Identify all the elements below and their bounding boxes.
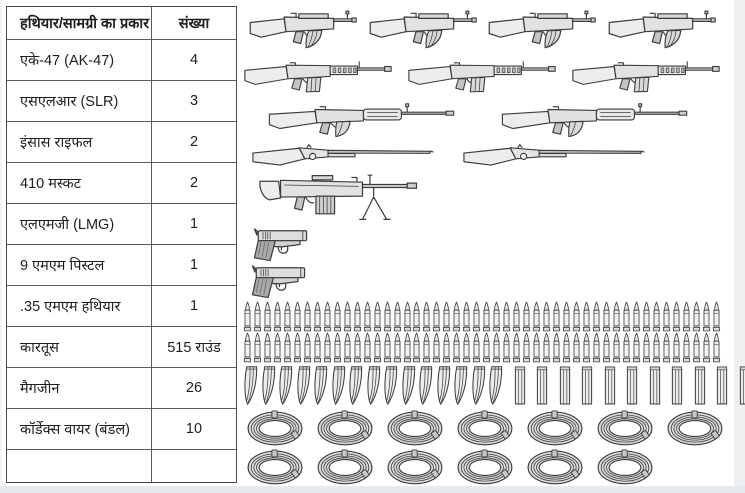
count-cell: 3 [189, 93, 199, 109]
bullet-icon [373, 332, 382, 363]
curved-mag-icon [471, 364, 486, 407]
bullet-icon [622, 332, 631, 363]
coil-icon [313, 410, 377, 447]
bullet-icon [363, 332, 372, 363]
table-row [7, 122, 236, 163]
bullet-icon [263, 332, 272, 363]
bullet-icon [263, 301, 272, 332]
coil-icon [593, 449, 657, 486]
bullet-icon [383, 301, 392, 332]
bullet-icon [652, 332, 661, 363]
pistol-35-row [243, 263, 721, 299]
weapon-type-cell: 9 एमएम पिस्टल [7, 245, 152, 285]
count-cell: 1 [189, 257, 199, 273]
bullet-icon [542, 301, 551, 332]
count-cell: 10 [185, 421, 203, 437]
straight-mag-icon [739, 365, 745, 406]
weapon-type-cell: मैगजीन [7, 368, 152, 408]
coil-icon [593, 410, 657, 447]
coil-icon [383, 410, 447, 447]
count-cell: 4 [189, 52, 199, 68]
coil-icon [313, 449, 377, 486]
slr-icon [407, 55, 557, 95]
weapon-type-cell: एसएलआर (SLR) [7, 81, 152, 121]
bullet-icon [602, 301, 611, 332]
curved-mag-icon [278, 364, 293, 407]
bullet-icon [672, 332, 681, 363]
curved-mag-icon [348, 364, 363, 407]
count-cell: 2 [189, 175, 199, 191]
insas-row [243, 98, 721, 139]
weapon-type-cell: कारतूस [7, 327, 152, 367]
ak47-row [243, 4, 721, 52]
bullet-icon [462, 301, 471, 332]
pistol-9mm-row [243, 225, 721, 263]
filler-count-cell [152, 450, 236, 482]
insas-icon [494, 100, 697, 138]
pictogram-panel [243, 4, 721, 486]
bullet-icon [692, 332, 701, 363]
coil-icon [453, 410, 517, 447]
weapons-table [6, 6, 237, 483]
weapon-type-cell: कॉर्डेक्स वायर (बंडल) [7, 409, 152, 449]
bullet-icon [253, 301, 262, 332]
bullet-icon [672, 301, 681, 332]
coils-row-2 [243, 449, 721, 485]
slr-icon [243, 55, 393, 95]
bullet-icon [602, 332, 611, 363]
bullet-icon [373, 301, 382, 332]
bullet-icon [682, 301, 691, 332]
musket-icon [251, 141, 434, 169]
lmg-icon [253, 171, 445, 225]
straight-mag-icon [694, 365, 706, 406]
musket-row [243, 139, 721, 171]
curved-mag-icon [418, 364, 433, 407]
bullet-icon [662, 332, 671, 363]
bullet-icon [552, 332, 561, 363]
bullet-icon [462, 332, 471, 363]
bullet-icon [652, 301, 661, 332]
bullets-row-1 [243, 299, 721, 332]
bullet-icon [323, 301, 332, 332]
bullet-icon [702, 332, 711, 363]
bullet-icon [542, 332, 551, 363]
bullet-icon [283, 332, 292, 363]
bullet-icon [293, 332, 302, 363]
straight-mag-icon [649, 365, 661, 406]
bullet-icon [682, 332, 691, 363]
pistol-icon [251, 226, 311, 262]
bullet-icon [562, 332, 571, 363]
bullet-icon [532, 301, 541, 332]
bullet-icon [363, 301, 372, 332]
bullet-icon [632, 301, 641, 332]
bullet-icon [592, 301, 601, 332]
bullet-icon [522, 301, 531, 332]
bullet-icon [492, 332, 501, 363]
bullet-icon [422, 332, 431, 363]
bullet-icon [313, 301, 322, 332]
bullet-icon [442, 301, 451, 332]
bullet-icon [403, 332, 412, 363]
bullet-icon [403, 301, 412, 332]
curved-mag-icon [401, 364, 416, 407]
bullet-icon [582, 301, 591, 332]
bullet-icon [422, 301, 431, 332]
ak47-icon [365, 6, 480, 50]
bullet-icon [712, 332, 721, 363]
bullet-icon [323, 332, 332, 363]
ak47-icon [604, 6, 719, 50]
bullet-icon [552, 301, 561, 332]
bullet-icon [582, 332, 591, 363]
bullet-icon [562, 301, 571, 332]
bullet-icon [622, 301, 631, 332]
curved-mag-icon [436, 364, 451, 407]
table-row [7, 40, 236, 81]
bullet-icon [412, 332, 421, 363]
table-row [7, 163, 236, 204]
straight-mag-icon [536, 365, 548, 406]
straight-mag-icon [671, 365, 683, 406]
bullet-icon [452, 301, 461, 332]
bullet-icon [333, 332, 342, 363]
bullet-icon [642, 301, 651, 332]
bullet-icon [502, 332, 511, 363]
weapon-type-cell: इंसास राइफल [7, 122, 152, 162]
weapon-type-cell: एके-47 (AK-47) [7, 40, 152, 80]
table-row [7, 81, 236, 122]
bullet-icon [712, 301, 721, 332]
bullet-icon [612, 301, 621, 332]
bullet-icon [243, 301, 252, 332]
bullet-icon [632, 332, 641, 363]
bullet-icon [303, 332, 312, 363]
left-edge-strip [0, 0, 2, 493]
coil-icon [523, 449, 587, 486]
bullet-icon [273, 332, 282, 363]
coils-row-1 [243, 408, 721, 449]
slr-row [243, 52, 721, 98]
curved-mag-icon [383, 364, 398, 407]
bullet-icon [482, 301, 491, 332]
straight-mag-icon [514, 365, 526, 406]
bullet-icon [512, 301, 521, 332]
count-cell: 515 राउंड [167, 340, 221, 356]
bullet-icon [572, 332, 581, 363]
bullet-icon [612, 332, 621, 363]
count-cell: 1 [189, 216, 199, 232]
straight-mag-icon [559, 365, 571, 406]
bullet-icon [293, 301, 302, 332]
curved-mag-icon [243, 364, 258, 407]
bullet-icon [353, 301, 362, 332]
bullet-icon [702, 301, 711, 332]
bullet-icon [432, 301, 441, 332]
count-cell: 2 [189, 134, 199, 150]
bullet-icon [393, 332, 402, 363]
bullet-icon [502, 301, 511, 332]
ak47-icon [245, 6, 360, 50]
pistol-icon [249, 263, 309, 299]
magazines-row [243, 363, 721, 408]
bullet-icon [482, 332, 491, 363]
ak47-icon [484, 6, 599, 50]
curved-mag-icon [366, 364, 381, 407]
curved-mag-icon [261, 364, 276, 407]
table-row [7, 245, 236, 286]
bullet-icon [432, 332, 441, 363]
coil-icon [243, 410, 307, 447]
table-row [7, 409, 236, 450]
bullet-icon [343, 301, 352, 332]
curved-mag-icon [331, 364, 346, 407]
curved-mag-icon [313, 364, 328, 407]
bullet-icon [343, 332, 352, 363]
filler-type-cell [7, 450, 152, 482]
bullet-icon [662, 301, 671, 332]
bullet-icon [572, 301, 581, 332]
bullet-icon [283, 301, 292, 332]
bullet-icon [592, 332, 601, 363]
bullet-icon [253, 332, 262, 363]
insas-icon [261, 100, 464, 138]
bullet-icon [243, 332, 252, 363]
coil-icon [523, 410, 587, 447]
coil-icon [453, 449, 517, 486]
bullet-icon [522, 332, 531, 363]
bottom-edge-strip [0, 486, 745, 493]
bullet-icon [353, 332, 362, 363]
bullet-icon [333, 301, 342, 332]
coil-icon [243, 449, 307, 486]
count-cell: 26 [185, 380, 203, 396]
straight-mag-icon [604, 365, 616, 406]
coil-icon [663, 410, 727, 447]
bullet-icon [383, 332, 392, 363]
coil-icon [383, 449, 447, 486]
table-row [7, 286, 236, 327]
table-filler-row [7, 450, 236, 482]
bullet-icon [472, 332, 481, 363]
count-cell: 1 [189, 298, 199, 314]
column-header-count: संख्या [178, 16, 210, 32]
bullet-icon [393, 301, 402, 332]
bullet-icon [313, 332, 322, 363]
table-row [7, 368, 236, 409]
straight-mag-icon [581, 365, 593, 406]
bullet-icon [412, 301, 421, 332]
column-header-type: हथियार/सामग्री का प्रकार [7, 7, 152, 39]
weapon-type-cell: 410 मस्कट [7, 163, 152, 203]
bullet-icon [273, 301, 282, 332]
curved-mag-icon [296, 364, 311, 407]
bullet-icon [452, 332, 461, 363]
bullet-icon [303, 301, 312, 332]
weapon-type-cell: एलएमजी (LMG) [7, 204, 152, 244]
bullet-icon [512, 332, 521, 363]
bullet-icon [472, 301, 481, 332]
bullet-icon [492, 301, 501, 332]
weapon-type-cell: .35 एमएम हथियार [7, 286, 152, 326]
bullet-icon [642, 332, 651, 363]
table-header-row [7, 7, 236, 40]
slr-icon [571, 55, 721, 95]
lmg-row [243, 171, 721, 225]
bullet-icon [692, 301, 701, 332]
bullet-icon [442, 332, 451, 363]
right-edge-strip [734, 0, 745, 493]
straight-mag-icon [716, 365, 728, 406]
curved-mag-icon [488, 364, 503, 407]
straight-mag-icon [626, 365, 638, 406]
bullets-row-2 [243, 332, 721, 363]
musket-icon [462, 141, 645, 169]
table-row [7, 327, 236, 368]
curved-mag-icon [453, 364, 468, 407]
bullet-icon [532, 332, 541, 363]
table-row [7, 204, 236, 245]
